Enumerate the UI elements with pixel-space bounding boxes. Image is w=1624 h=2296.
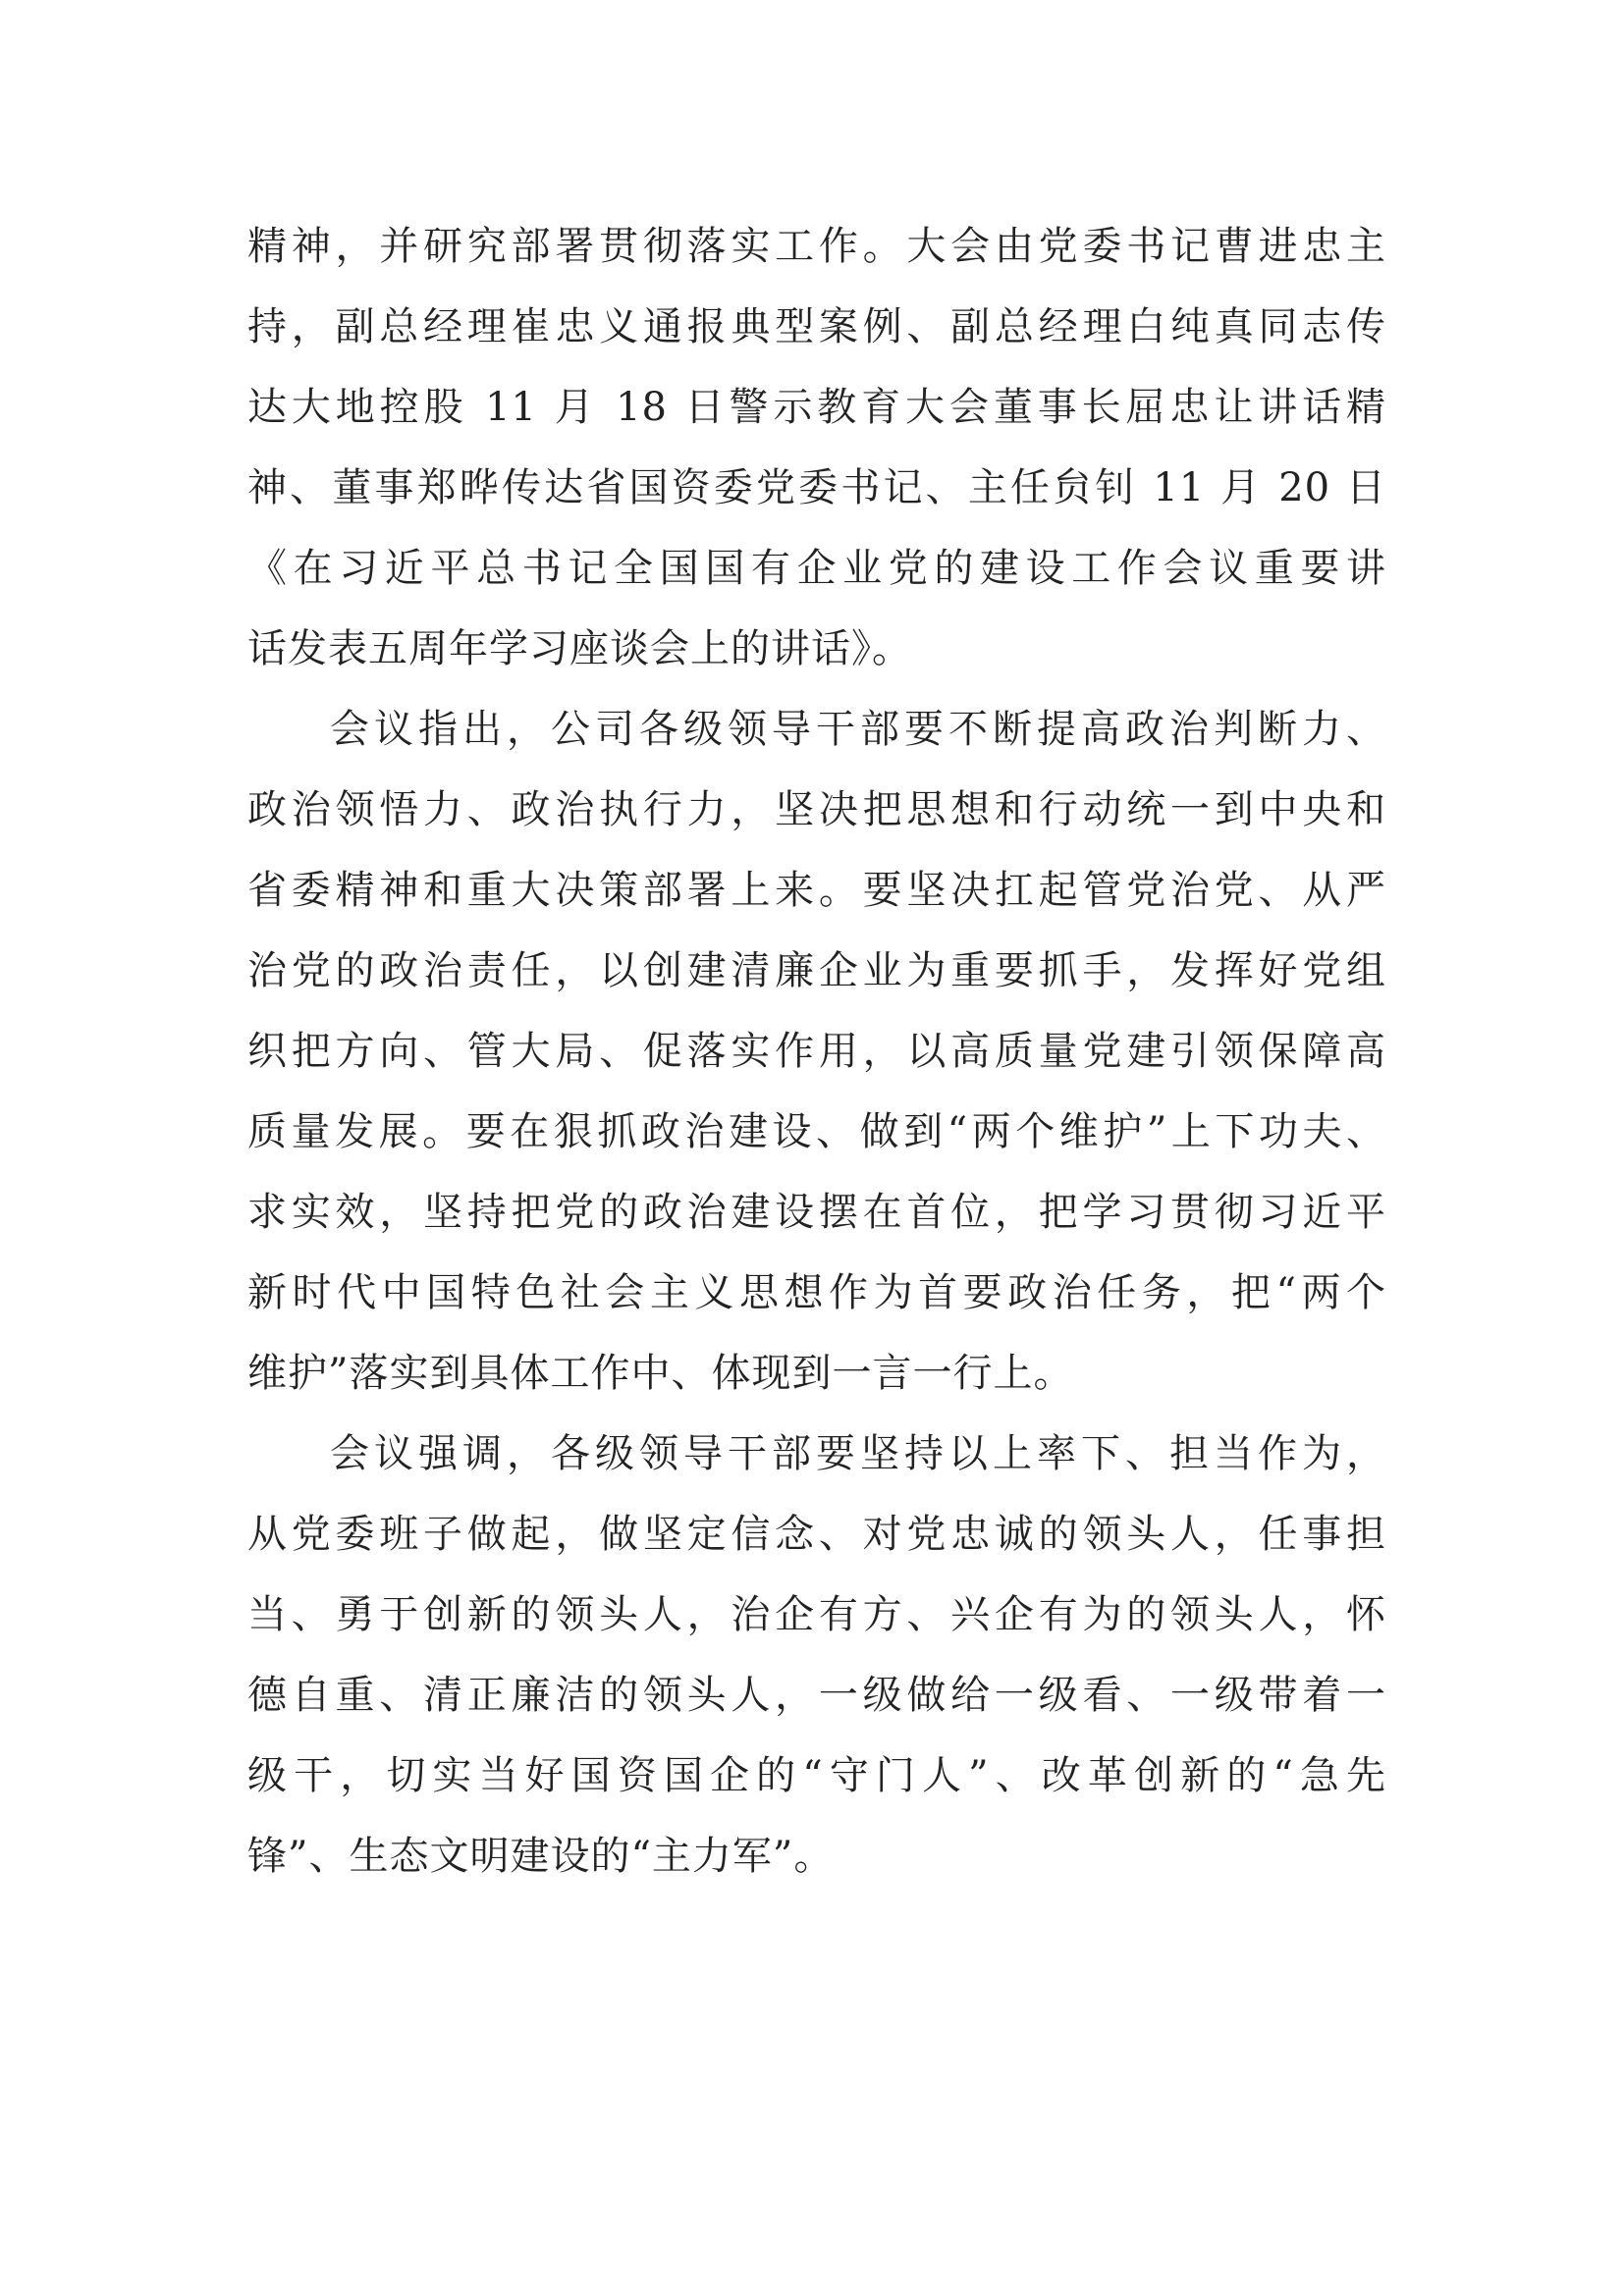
- text-line: 维护”落实到具体工作中、体现到一言一行上。: [247, 1351, 1074, 1396]
- text-line: 达大地控股 11 月 18 日警示教育大会董事长屈忠让讲话精: [247, 385, 1386, 430]
- text-line: 精神，并研究部署贯彻落实工作。大会由党委书记曹进忠主: [247, 224, 1386, 269]
- body-text: [247, 206, 1386, 1896]
- paragraph-3: [247, 1414, 1386, 1896]
- text-line: 会议指出，公司各级领导干部要不断提高政治判断力、: [330, 707, 1386, 752]
- text-line: 新时代中国特色社会主义思想作为首要政治任务，把“两个: [247, 1270, 1386, 1315]
- paragraph-2: [247, 689, 1386, 1414]
- text-line: 治党的政治责任，以创建清廉企业为重要抓手，发挥好党组: [247, 948, 1386, 993]
- text-line: 求实效，坚持把党的政治建设摆在首位，把学习贯彻习近平: [247, 1190, 1386, 1235]
- text-line: 级干，切实当好国资国企的“守门人”、改革创新的“急先: [247, 1753, 1386, 1798]
- text-line: 持，副总经理崔忠义通报典型案例、副总经理白纯真同志传: [247, 304, 1386, 349]
- text-line: 锋”、生态文明建设的“主力军”。: [247, 1834, 835, 1879]
- text-line: 织把方向、管大局、促落实作用，以高质量党建引领保障高: [247, 1029, 1386, 1074]
- text-line: 质量发展。要在狠抓政治建设、做到“两个维护”上下功夫、: [247, 1109, 1386, 1154]
- text-line: 从党委班子做起，做坚定信念、对党忠诚的领头人，任事担: [247, 1512, 1386, 1557]
- text-line: 政治领悟力、政治执行力，坚决把思想和行动统一到中央和: [247, 787, 1386, 832]
- paragraph-1: [247, 206, 1386, 689]
- text-line: 德自重、清正廉洁的领头人，一级做给一级看、一级带着一: [247, 1673, 1386, 1718]
- text-line: 《在习近平总书记全国国有企业党的建设工作会议重要讲: [247, 546, 1386, 591]
- text-line: 当、勇于创新的领头人，治企有方、兴企有为的领头人，怀: [247, 1592, 1386, 1637]
- text-line: 会议强调，各级领导干部要坚持以上率下、担当作为，: [330, 1431, 1386, 1476]
- text-line: 话发表五周年学习座谈会上的讲话》。: [247, 626, 912, 671]
- text-line: 省委精神和重大决策部署上来。要坚决扛起管党治党、从严: [247, 868, 1386, 913]
- text-line: 神、董事郑晔传达省国资委党委书记、主任贠钊 11 月 20 日: [247, 465, 1386, 510]
